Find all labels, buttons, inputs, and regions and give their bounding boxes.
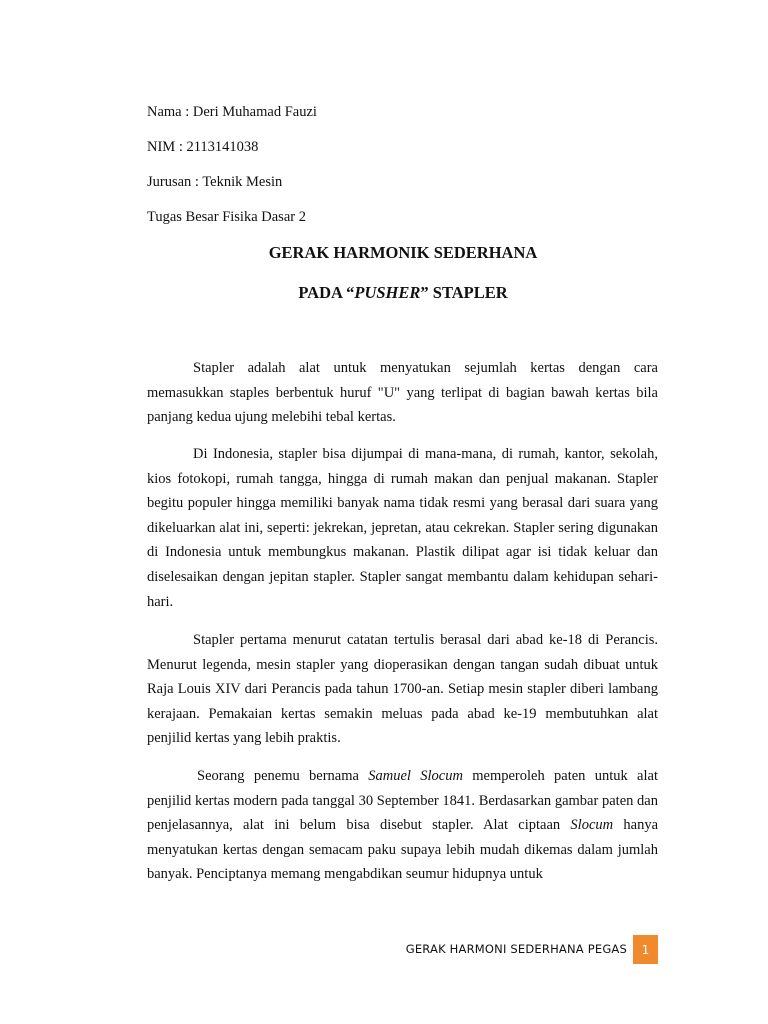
page-number-badge: 1 <box>633 935 658 964</box>
paragraph-4-inventor-surname: Slocum <box>570 817 614 834</box>
paragraph-1 <box>147 356 658 430</box>
paragraph-4-text-e: hanya menyatukan kertas dengan semacam paku supaya lebih mudah dikemas dalam jumlah banyak. Penciptanya memang mengabdikan seumur hidupnya untuk <box>147 817 659 883</box>
subtitle-prefix: PADA “ <box>298 283 355 302</box>
paragraph-2 <box>147 442 658 614</box>
paragraph-3 <box>147 628 658 751</box>
student-major: Jurusan : Teknik Mesin <box>147 174 283 190</box>
paragraph-4-text-a: Seorang penemu bernama <box>197 768 369 784</box>
paragraph-1-text: Stapler adalah alat untuk menyatukan sejumlah kertas dengan cara memasukkan staples berbentuk huruf "U" yang terlipat di bagian bawah kertas bila panjang kedua ujung melebihi tebal kertas. <box>147 360 658 426</box>
footer-running-title: GERAK HARMONI SEDERHANA PEGAS <box>405 942 627 956</box>
paragraph-2-text: Di Indonesia, stapler bisa dijumpai di mana-mana, di rumah, kantor, sekolah, kios fotokopi, rumah tangga, hingga di rumah makan dan penjual makanan. Stapler begitu populer hingga memiliki banyak nama tidak resmi yang berasal dari suara yang dikeluarkan alat ini, seperti: jekrekan, jepretan, atau cekrekan. Stapler sering digunakan di Indonesia untuk membungkus makanan. Plastik dilipat agar isi tidak keluar dan diselesaikan dengan jepitan stapler. Stapler sangat membantu dalam kehidupan sehari-hari. <box>147 446 658 610</box>
subtitle-suffix: ” STAPLER <box>420 283 508 302</box>
document-title: GERAK HARMONIK SEDERHANA <box>268 243 538 262</box>
student-nim: NIM : 2113141038 <box>147 139 259 155</box>
student-name: Nama : Deri Muhamad Fauzi <box>147 104 317 120</box>
paragraph-4 <box>147 764 658 887</box>
document-subtitle <box>0 283 768 303</box>
subtitle-italic: PUSHER <box>354 283 421 302</box>
assignment-label: Tugas Besar Fisika Dasar 2 <box>147 209 306 225</box>
paragraph-4-inventor-name: Samuel Slocum <box>368 768 463 784</box>
paragraph-4-text-c: memperoleh paten untuk alat penjilid kertas modern pada tanggal 30 September 1841. Berdasarkan gambar paten dan penjelasannya, alat ini belum bisa disebut stapler. Alat ciptaan <box>147 768 658 834</box>
paragraph-3-text: Stapler pertama menurut catatan tertulis berasal dari abad ke-18 di Perancis. Menurut legenda, mesin stapler yang dioperasikan dengan tangan sudah dibuat untuk Raja Louis XIV dari Perancis pada tahun 1700-an. Setiap mesin stapler diberi lambang kerajaan. Pemakaian kertas semakin meluas pada abad ke-19 membutuhkan alat penjilid kertas yang lebih praktis. <box>147 632 658 747</box>
